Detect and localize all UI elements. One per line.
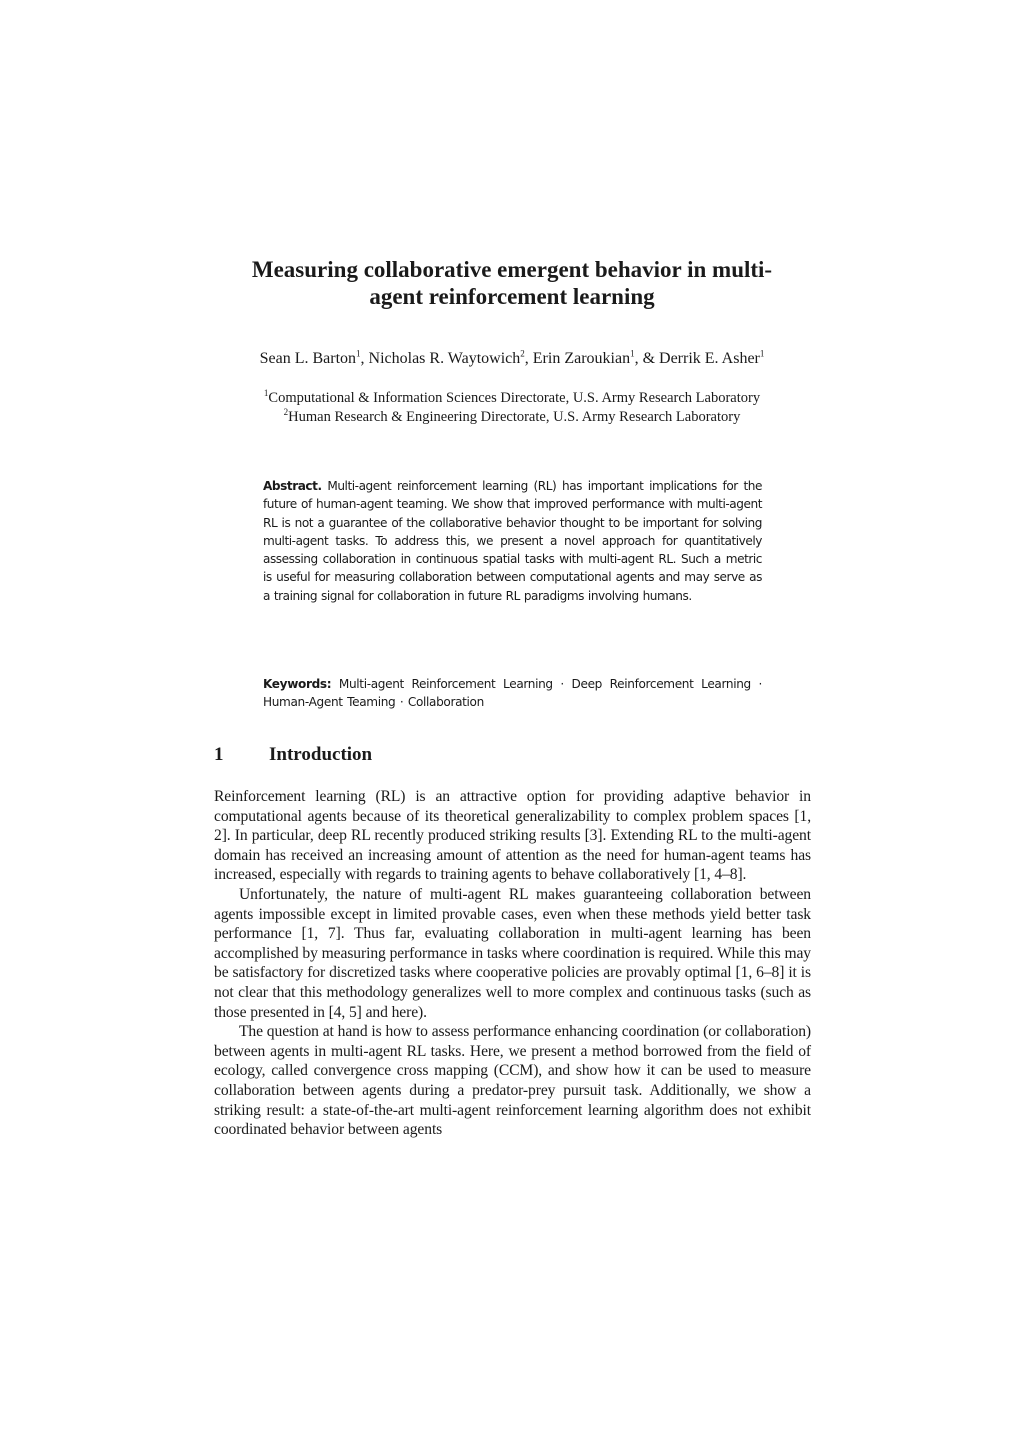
paper-title [180,256,844,310]
author-affiliation-mark: 1 [630,348,635,359]
author-separator: , & [634,350,660,367]
author [260,350,369,367]
affiliation [150,408,874,427]
paragraph: Reinforcement learning (RL) is an attractive option for providing adaptive behavior in computational agents because of its theoretical generalizability to complex problem spaces [1, 2]. In particular, deep RL recently produced striking results [3]. Extending RL to the multi-agent domain has received an increasing amount of attention as the need for human-agent teams has increased, especially with regards to training agents to behave collaboratively [1, 4–8]. [214,788,811,884]
paragraph: Unfortunately, the nature of multi-agent RL makes guaranteeing collaboration between agents impossible except in limited provable cases, even when these methods yield better task performance [1, 7]. Thus far, evaluating collaboration in multi-agent learning has been accomplished by measuring performance in tasks where coordination is required. While this may be satisfactory for discretized tasks where cooperative policies are provably optimal [1, 6–8] it is not clear that this methodology generalizes well to more complex and continuous tasks (such as those presented in [4, 5] and here). [214,885,811,1021]
keywords-label: Keywords: [263,677,332,691]
keywords [263,675,762,712]
author-list [150,349,874,369]
author-affiliation-mark: 1 [356,348,361,359]
author-affiliation-mark: 2 [520,348,525,359]
affiliation-list [150,389,874,427]
author-affiliation-mark: 1 [759,348,765,359]
author [659,350,764,367]
abstract-label: Abstract. [263,479,322,493]
affiliation-mark: 1 [263,388,269,399]
title-line-1: Measuring collaborative emergent behavior in multi- [251,257,773,282]
title-line-2: agent reinforcement learning [369,284,655,309]
author-name: Nicholas R. Waytowich [368,350,521,367]
keywords-text: Multi-agent Reinforcement Learning · Deep Reinforcement Learning · Human-Agent Teaming · Collaboration [263,677,763,710]
author-separator: , [524,350,533,367]
author-name: Derrik E. Asher [659,350,760,367]
section-body [214,787,811,1140]
author [533,350,659,367]
author-separator: , [360,350,369,367]
author-name: Sean L. Barton [259,350,357,367]
affiliation-text: Human Research & Engineering Directorate, U.S. Army Research Laboratory [288,409,741,425]
author-name: Erin Zaroukian [532,350,631,367]
author [369,350,533,367]
affiliation [150,389,874,408]
section-title: Introduction [269,744,373,765]
section-number: 1 [214,744,224,765]
affiliation-text: Computational & Information Sciences Directorate, U.S. Army Research Laboratory [268,390,761,406]
abstract-text: Multi-agent reinforcement learning (RL) has important implications for the future of human-agent teaming. We show that improved performance with multi-agent RL is not a guarantee of the collaborative behavior thought to be important for solving multi-agent tasks. To address this, we present a novel approach for quantitatively assessing collaboration in continuous spatial tasks with multi-agent RL. Such a metric is useful for measuring collaboration between computational agents and may serve as a training signal for collaboration in future RL paradigms involving humans. [263,479,762,603]
abstract [263,477,762,605]
section-heading [214,743,814,767]
paragraph: The question at hand is how to assess performance enhancing coordination (or collaboration) between agents in multi-agent RL tasks. Here, we present a method borrowed from the field of ecology, called convergence cross mapping (CCM), and show how it can be used to measure collaboration between agents during a predator-prey pursuit task. Additionally, we show a striking result: a state-of-the-art multi-agent reinforcement learning algorithm does not exhibit coordinated behavior between agents [214,1023,811,1139]
affiliation-mark: 2 [283,407,289,418]
